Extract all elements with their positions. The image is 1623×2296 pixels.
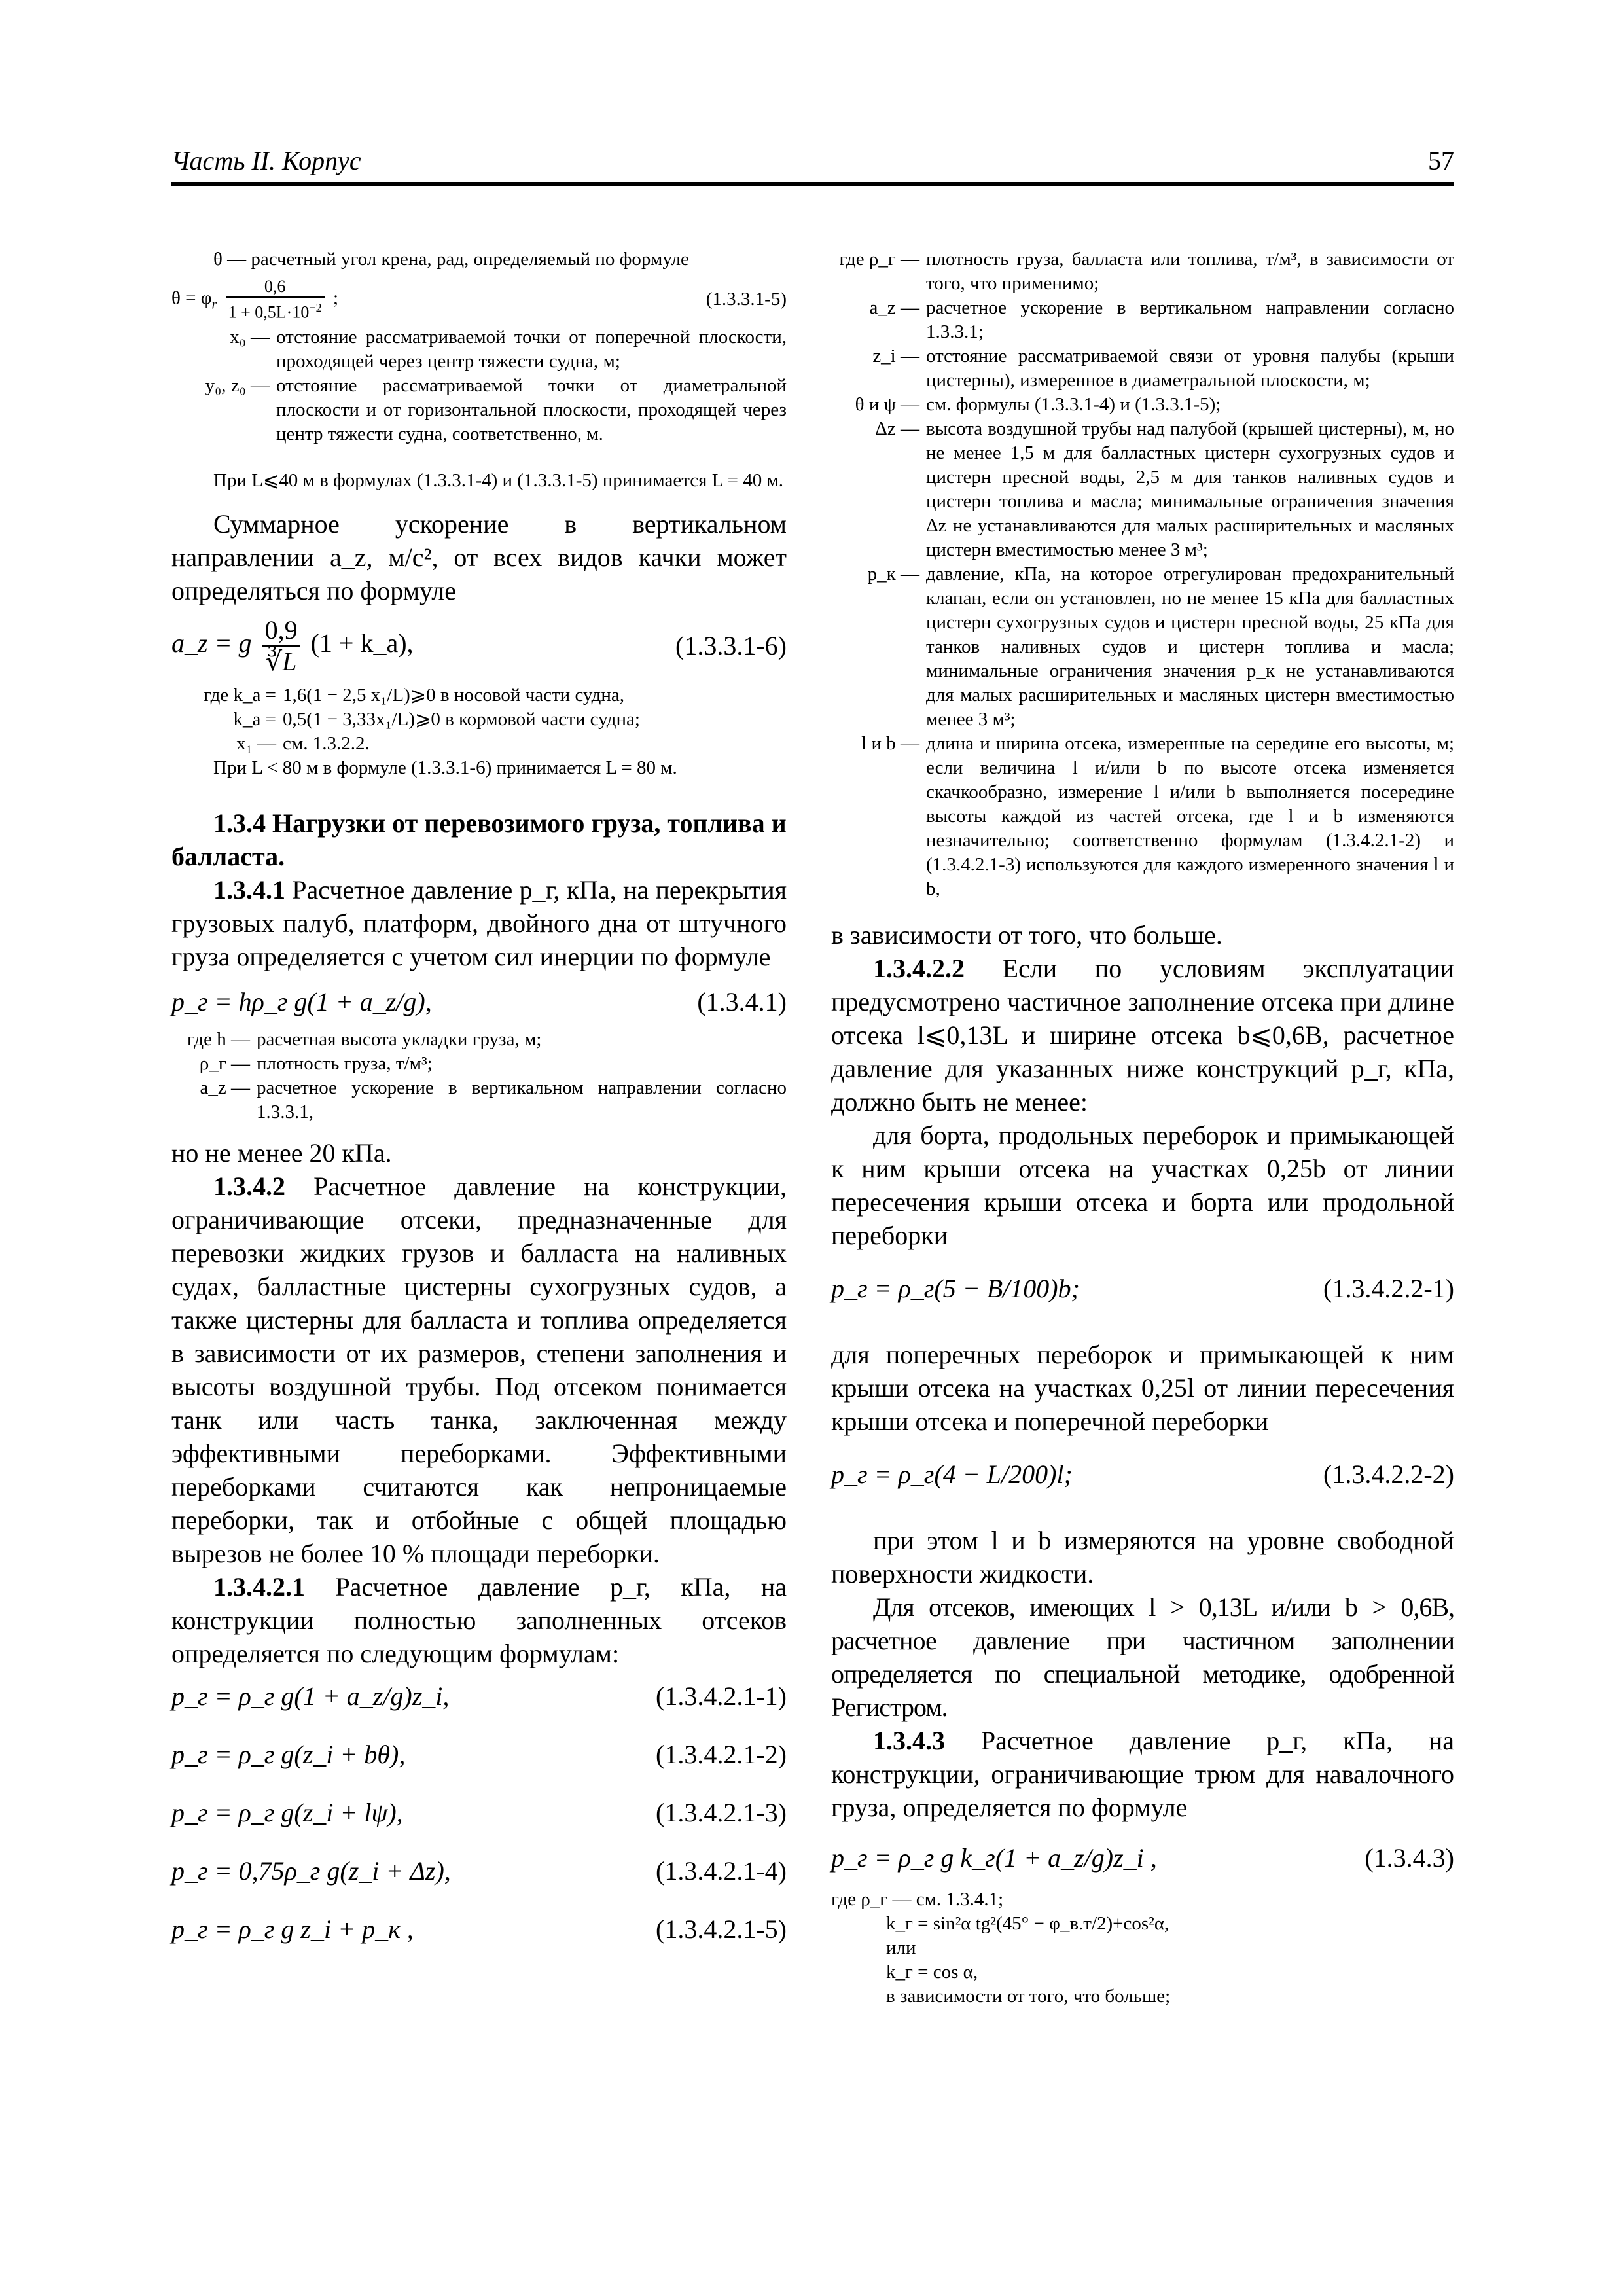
equation-number: (1.3.4.2.2-2) bbox=[1323, 1460, 1454, 1489]
definition-line: или bbox=[886, 1937, 916, 1958]
definition-item: ρ_г — плотность груза, т/м³; bbox=[199, 1052, 433, 1074]
definition-item: y₀, z₀ — отстояние рассматриваемой точки от диаметральной плоскости и от горизонтальной плоскости, проходящей через центр тяжести судна, соответственно, м. bbox=[205, 374, 787, 444]
equation-number: (1.3.4.2.1-3) bbox=[656, 1797, 787, 1827]
formula-row: p_г = ρ_г g(1 + a_z/g)z_i, (1.3.4.2.1-1) bbox=[171, 1679, 787, 1713]
definition-line: в зависимости от того, что больше; bbox=[886, 1986, 1171, 2007]
paragraph-1342: 1.3.4.2 Расчетное давление на конструкции, ограничивающие отсеки, предназначенные для перевозки жидких грузов и балласта на наливных судах, балластные цистерны сухогрузных судов, а также цистерны для балласта и топлива определяется в зависимости от их размеров, степени заполнения и высоты воздушной трубы. Под отсеком понимается танк или часть танка, заключенная между эффективными переборками. Эффективными переборками считаются как непроницаемые переборки, так и отбойные с общей площадью вырезов не более 10 % площади переборки. bbox=[171, 1171, 787, 1568]
paragraph-special: Для отсеков, имеющих l > 0,13L и/или b > 0,6B, расчетное давление при частичном заполнении определяется по специальной методике, одобренной Регистром. bbox=[831, 1592, 1454, 1722]
definitions-list bbox=[831, 247, 1454, 901]
right-column bbox=[831, 247, 1454, 2009]
equation-1341: p_г = hρ_г g(1 + a_z/g), (1.3.4.1) bbox=[171, 985, 787, 1018]
definition-item: p_к — давление, кПа, на которое отрегулирован предохранительный клапан, если он установлен, но не менее 15 кПа для балластных цистерн сухогрузных судов и цистерн пресной воды, 25 кПа для танков наливных судов и цистерн топлива и масла; минимальные ограничения значения p_к не устанавливаются для малых расширительных и масляных цистерн вместимостью менее 3 м³; bbox=[867, 564, 1454, 730]
definitions-list bbox=[831, 1888, 1454, 2009]
fraction: $\frac{0,9}{∛L}$ bbox=[262, 615, 300, 677]
definition-item: k_a = 0,5(1 − 3,33x₁/L)⩾0 в кормовой части судна; bbox=[233, 708, 640, 730]
definition-item: Δz — высота воздушной трубы над палубой (крышей цистерны), м, но не менее 1,5 м для балластных цистерн сухогрузных судов и цистерн пресной воды, 2,5 м для танков наливных судов и цистерн топлива и масла; минимальные ограничения значения Δz не устанавливаются для малых расширительных и масляных цистерн вместимостью менее 3 м³; bbox=[875, 418, 1454, 560]
definition-item: где ρ_г — плотность груза, балласта или топлива, т/м³, в зависимости от того, что применимо; bbox=[839, 249, 1454, 294]
note-l80: При L < 80 м в формуле (1.3.3.1-6) принимается L = 80 м. bbox=[213, 757, 677, 778]
equation-number: (1.3.4.2.1-5) bbox=[656, 1914, 787, 1944]
not-less-20: но не менее 20 кПа. bbox=[171, 1138, 392, 1168]
equation-13422-1: p_г = ρ_г(5 − B/100)b; (1.3.4.2.2-1) bbox=[831, 1272, 1454, 1305]
equation-number: (1.3.3.1-6) bbox=[675, 631, 787, 661]
formula-row: p_г = ρ_г g z_i + p_к , (1.3.4.2.1-5) bbox=[171, 1912, 787, 1946]
equation-number: (1.3.4.3) bbox=[1364, 1843, 1454, 1873]
page-number: 57 bbox=[1428, 146, 1454, 175]
paragraph-1341: 1.3.4.1 Расчетное давление p_г, кПа, на перекрытия грузовых палуб, платформ, двойного дна от штучного груза определяется с учетом сил инерции по формуле bbox=[171, 874, 787, 971]
paragraph-trans: для поперечных переборок и примыкающей к ним крыши отсека на участках 0,25l от линии пересечения крыши отсека и поперечной переборки bbox=[831, 1340, 1454, 1436]
formula-row: p_г = 0,75ρ_г g(z_i + Δz), (1.3.4.2.1-4) bbox=[171, 1854, 787, 1888]
definition-item: z_i — отстояние рассматриваемой связи от уровня палубы (крыши цистерны), измеренное в диаметральной плоскости, м; bbox=[872, 346, 1454, 391]
note-l40: При L⩽40 м в формулах (1.3.3.1-4) и (1.3.3.1-5) принимается L = 40 м. bbox=[213, 469, 784, 491]
left-column bbox=[171, 247, 787, 1946]
definition-line: k_г = cos α, bbox=[886, 1962, 978, 1982]
paragraph-accel: Суммарное ускорение в вертикальном направлении a_z, м/с², от всех видов качки может определяться по формуле bbox=[171, 509, 787, 605]
definition-item: x₀ — отстояние рассматриваемой точки от поперечной плоскости, проходящей через центр тяжести судна, м; bbox=[230, 326, 787, 372]
paragraph-13421: 1.3.4.2.1 Расчетное давление p_г, кПа, на конструкции полностью заполненных отсеков определяется по следующим формулам: bbox=[171, 1571, 787, 1668]
section-heading: 1.3.4 Нагрузки от перевозимого груза, топлива и балласта. bbox=[171, 808, 787, 871]
equation-number: (1.3.4.2.1-4) bbox=[656, 1856, 787, 1886]
definition-item: θ и ψ — см. формулы (1.3.3.1-4) и (1.3.3.1-5); bbox=[855, 394, 1221, 415]
formula-list bbox=[171, 1679, 787, 1946]
equation-number: (1.3.4.2.1-2) bbox=[656, 1739, 787, 1769]
definition-item: l и b — длина и ширина отсека, измеренные на середине его высоты, м; если величина l и/или b по высоте отсека изменяется скачкообразно, измерение l и/или b выполняется посередине высоты каждой из частей отсека, где l и b изменяются незначительно; соответственно формулам (1.3.4.2.1-2) и (1.3.4.2.1-3) используются для каждого измеренного значения l и b, bbox=[861, 733, 1454, 899]
paragraph-1343: 1.3.4.3 Расчетное давление p_г, кПа, на конструкции, ограничивающие трюм для навалочного груза, определяется по формуле bbox=[831, 1726, 1455, 1822]
equation-theta: $\theta = \varphi_r$ $\frac{0,6}{1 + 0,5L\cdot 10^{-2}}$ ; (1.3.3.1-5) bbox=[171, 277, 787, 322]
equation-13422-2: p_г = ρ_г(4 − L/200)l; (1.3.4.2.2-2) bbox=[831, 1458, 1454, 1491]
theta-definition: θ — расчетный угол крена, рад, определяемый по формуле bbox=[213, 249, 689, 270]
equation-number: (1.3.4.2.1-1) bbox=[656, 1681, 787, 1711]
definitions-list bbox=[171, 325, 787, 446]
definitions-list bbox=[171, 1028, 787, 1124]
definition-item: a_z — расчетное ускорение в вертикальном направлении согласно 1.3.3.1, bbox=[200, 1077, 787, 1122]
equation-1343: p_г = ρ_г g k_г(1 + a_z/g)z_i , (1.3.4.3) bbox=[831, 1841, 1454, 1874]
equation-number: (1.3.4.2.2-1) bbox=[1323, 1274, 1454, 1303]
page-header bbox=[171, 145, 1454, 186]
fraction: $\frac{0,6}{1 + 0,5L\cdot 10^{-2}}$ bbox=[226, 277, 325, 323]
paragraph-measured: при этом l и b измеряются на уровне свободной поверхности жидкости. bbox=[831, 1526, 1454, 1588]
definition-line: k_г = sin²α tg²(45° − φ_в.т/2)+cos²α, bbox=[886, 1913, 1169, 1934]
running-title: Часть II. Корпус bbox=[171, 146, 361, 175]
paragraph-13422: 1.3.4.2.2 Если по условиям эксплуатации предусмотрено частичное заполнение отсека при длине отсека l⩽0,13L и ширине отсека b⩽0,6B, расчетное давление для указанных ниже конструкций p_г, кПа, должно быть не менее: bbox=[831, 954, 1455, 1117]
equation-number: (1.3.3.1-5) bbox=[705, 289, 787, 310]
paragraph-board: для борта, продольных переборок и примыкающей к ним крыши отсека на участках 0,25b от линии пересечения крыши отсека и борта или продольной переборки bbox=[831, 1121, 1454, 1250]
definition-item: где h — расчетная высота укладки груза, м; bbox=[187, 1028, 542, 1050]
definition-item: a_z — расчетное ускорение в вертикальном направлении согласно 1.3.3.1; bbox=[869, 297, 1454, 342]
equation-number: (1.3.4.1) bbox=[697, 986, 787, 1016]
depending-line: в зависимости от того, что больше. bbox=[831, 920, 1222, 950]
definition-item: x₁ — см. 1.3.2.2. bbox=[236, 732, 370, 754]
equation-az: a_z = g $\frac{0,9}{∛L}$ (1 + k_a), (1.3.3.1-6) bbox=[171, 615, 787, 676]
formula-row: p_г = ρ_г g(z_i + bθ), (1.3.4.2.1-2) bbox=[171, 1738, 787, 1771]
formula-row: p_г = ρ_г g(z_i + lψ), (1.3.4.2.1-3) bbox=[171, 1796, 787, 1829]
definitions-list bbox=[171, 683, 787, 780]
definition-item: где k_a = 1,6(1 − 2,5 x₁/L)⩾0 в носовой части судна, bbox=[204, 684, 624, 706]
definition-line: где ρ_г — см. 1.3.4.1; bbox=[831, 1889, 1004, 1910]
